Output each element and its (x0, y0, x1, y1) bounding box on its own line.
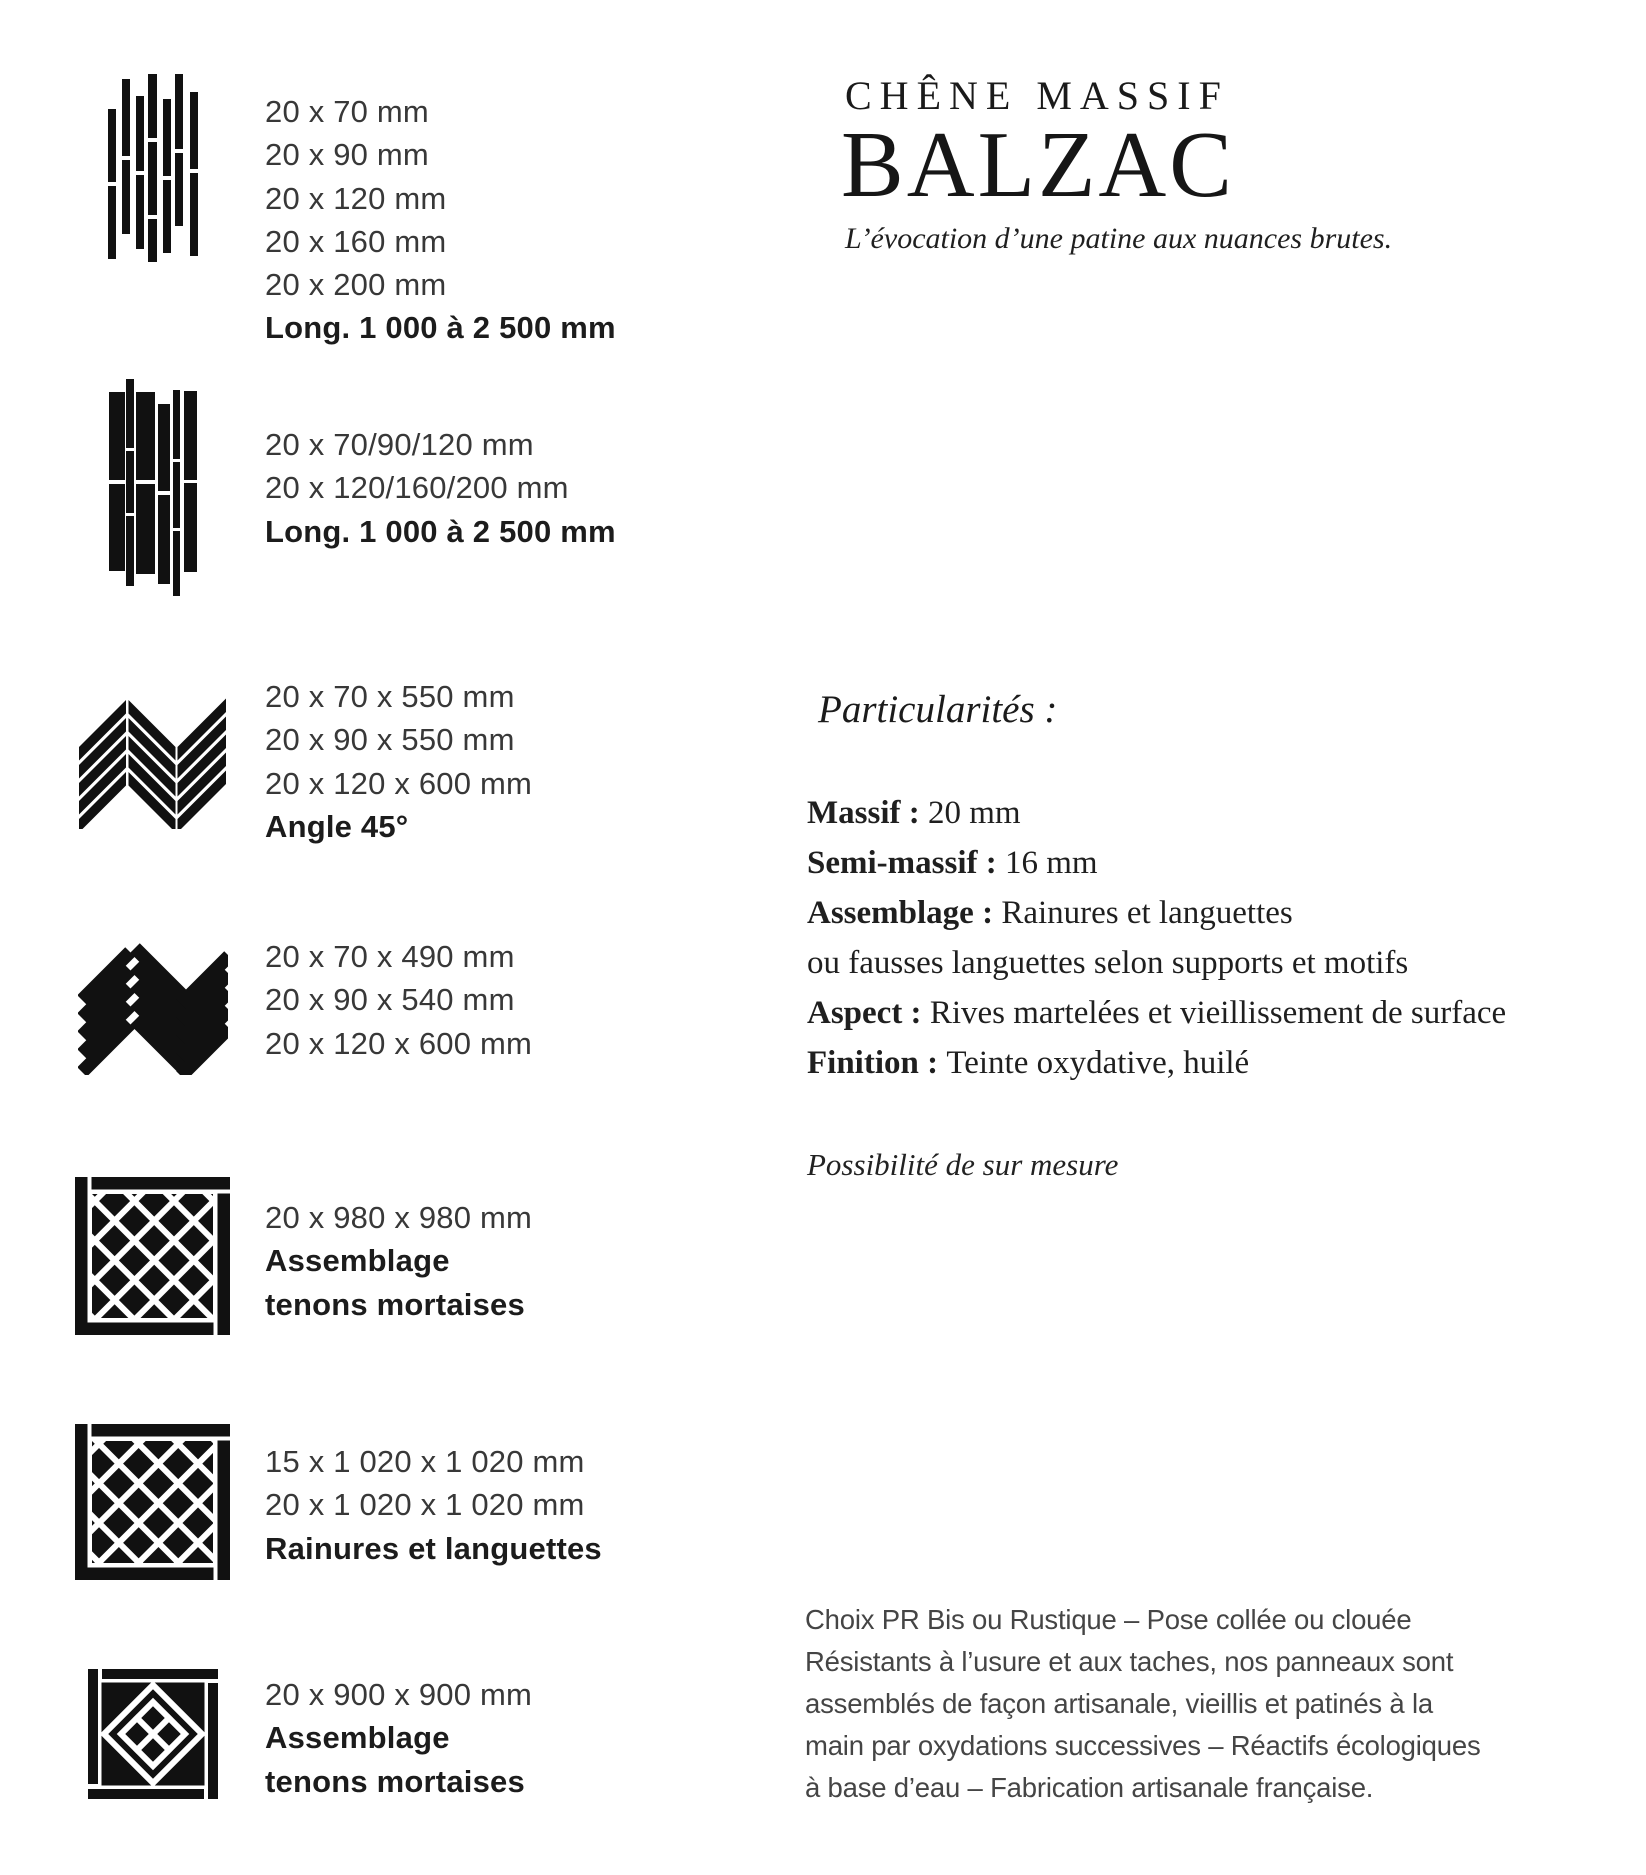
spec-list (807, 788, 1506, 1088)
format-dimensions (265, 1673, 532, 1803)
footer-line: à base d’eau – Fabrication artisanale française. (805, 1772, 1374, 1803)
dimension-line: 20 x 900 x 900 mm (265, 1677, 533, 1712)
random-length-strips-icon (75, 74, 230, 262)
dimension-line: 20 x 70 x 490 mm (265, 939, 515, 974)
footer-line: main par oxydations successives – Réactifs écologiques (805, 1730, 1481, 1761)
spec-label: Aspect : (807, 995, 930, 1031)
spec-value: ou fausses languettes selon supports et motifs (807, 945, 1409, 981)
dimension-line: 20 x 120 x 600 mm (265, 1025, 533, 1061)
spec-line (807, 888, 1506, 938)
diamond-panel-icon (75, 1669, 230, 1799)
spec-value: 20 mm (927, 795, 1021, 831)
spec-value: 16 mm (1004, 845, 1098, 881)
spec-value: Teinte oxydative, huilé (946, 1045, 1250, 1081)
dimension-line: 20 x 200 mm (265, 267, 447, 303)
dimension-line: 20 x 90 mm (265, 137, 429, 173)
dimension-line: 20 x 70/90/120 mm (265, 427, 534, 462)
spec-line (807, 938, 1506, 988)
format-dimensions (265, 90, 616, 350)
dimension-line: 20 x 160 mm (265, 223, 447, 259)
mixed-width-strips-icon (75, 379, 230, 596)
footer-line: assemblés de façon artisanale, vieillis et patinés à la (805, 1688, 1433, 1719)
spec-value: Rives martelées et vieillissement de surface (929, 995, 1507, 1031)
dimension-line: 20 x 1 020 x 1 020 mm (265, 1487, 585, 1523)
spec-line (807, 1038, 1506, 1088)
spec-label: Semi-massif : (807, 845, 1005, 881)
format-dimensions (265, 1196, 532, 1326)
chevron-45-icon (75, 683, 230, 829)
format-dimensions (265, 423, 616, 553)
footer-paragraph (805, 1599, 1481, 1809)
herringbone-icon (75, 930, 230, 1075)
dimension-line: tenons mortaises (265, 1763, 525, 1799)
format-dimensions (265, 935, 532, 1065)
dimension-line: 20 x 70 mm (265, 94, 429, 129)
dimension-line: 20 x 90 x 550 mm (265, 722, 515, 758)
collection-title: CHÊNE MASSIF (845, 73, 1229, 118)
spec-line (807, 788, 1506, 838)
spec-line (807, 988, 1506, 1038)
footer-line: Résistants à l’usure et aux taches, nos panneaux sont (805, 1646, 1454, 1677)
spec-label: Finition : (807, 1045, 947, 1081)
dimension-line: Assemblage (265, 1720, 450, 1756)
spec-label: Massif : (807, 795, 928, 831)
spec-line (807, 838, 1506, 888)
spec-value: Rainures et languettes (1001, 895, 1293, 931)
woven-panel-grooved-icon (75, 1424, 230, 1580)
dimension-line: 20 x 120/160/200 mm (265, 470, 569, 506)
woven-panel-icon (75, 1177, 230, 1335)
dimension-line: Angle 45° (265, 808, 409, 844)
dimension-line: 20 x 90 x 540 mm (265, 982, 515, 1018)
dimension-line: Assemblage (265, 1243, 450, 1279)
dimension-line: Rainures et languettes (265, 1530, 602, 1566)
dimension-line: tenons mortaises (265, 1286, 525, 1322)
footer-line: Choix PR Bis ou Rustique – Pose collée ou clouée (805, 1604, 1412, 1635)
custom-size-note: Possibilité de sur mesure (807, 1147, 1119, 1182)
dimension-line: Long. 1 000 à 2 500 mm (265, 310, 616, 346)
dimension-line: 20 x 120 x 600 mm (265, 765, 533, 801)
particularites-title: Particularités : (818, 688, 1058, 731)
spec-label: Assemblage : (807, 895, 1002, 931)
dimension-line: 15 x 1 020 x 1 020 mm (265, 1444, 585, 1479)
product-tagline: L’évocation d’une patine aux nuances brutes. (845, 222, 1393, 255)
dimension-line: 20 x 980 x 980 mm (265, 1200, 533, 1235)
format-dimensions (265, 675, 532, 848)
dimension-line: 20 x 120 mm (265, 180, 447, 216)
product-name: BALZAC (841, 113, 1235, 217)
format-dimensions (265, 1440, 602, 1570)
dimension-line: 20 x 70 x 550 mm (265, 679, 515, 714)
dimension-line: Long. 1 000 à 2 500 mm (265, 513, 616, 549)
